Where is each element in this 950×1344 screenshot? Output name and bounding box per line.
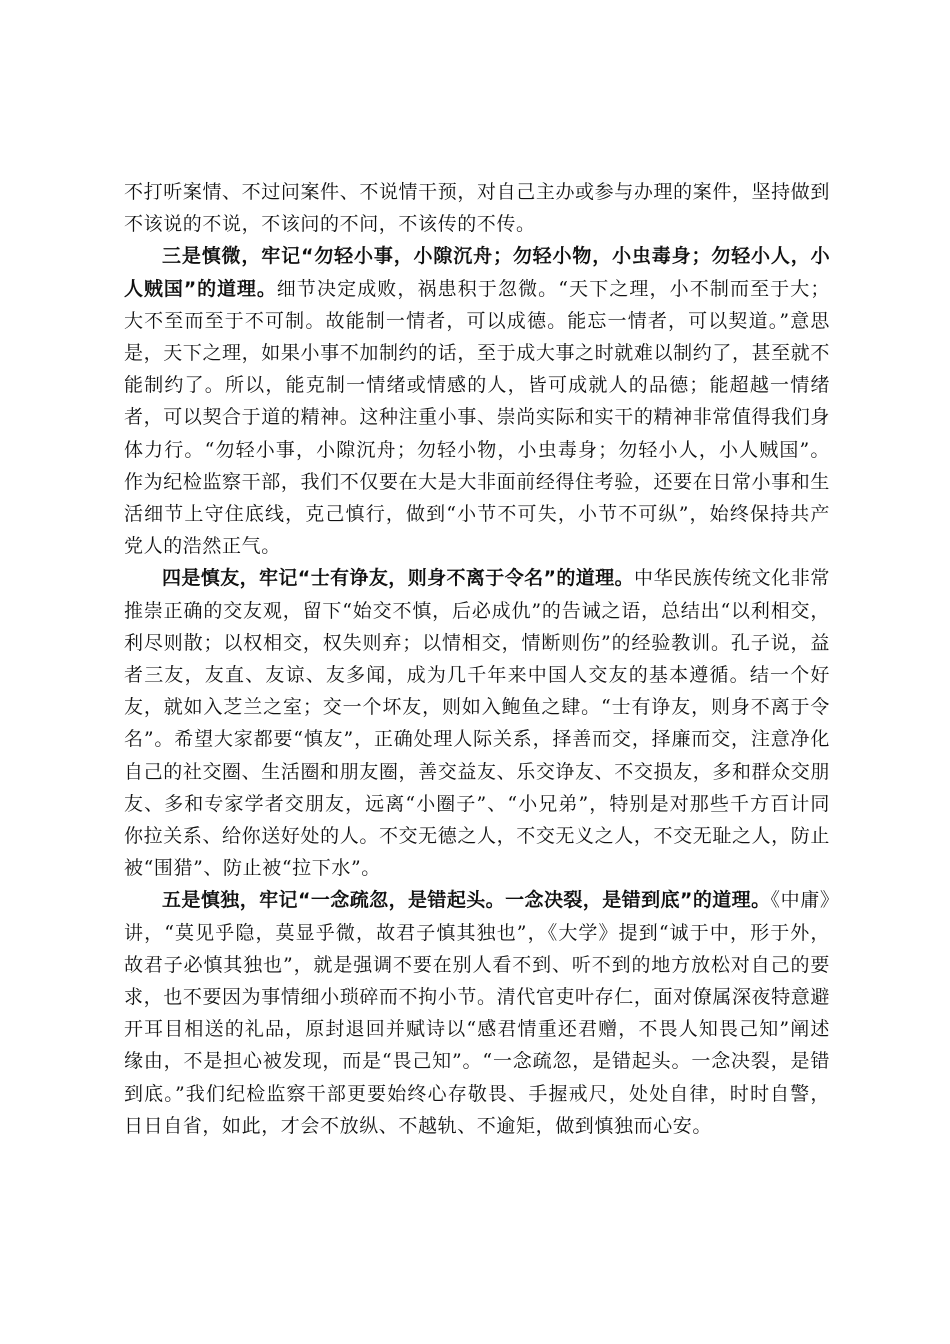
paragraph-shendu (124, 884, 830, 1142)
paragraph-lead-heading: 四是慎友，牢记“士有诤友，则身不离于令名”的道理。 (162, 567, 634, 590)
paragraph-lead-heading: 三是慎微，牢记“勿轻小事，小隙沉舟；勿轻小物，小虫毒身；勿轻小人，小人贼国”的道理。 (124, 245, 830, 300)
paragraph-shenwei (124, 240, 830, 562)
paragraph-shenyou (124, 562, 830, 884)
paragraph-body: 《中庸》讲，“莫见乎隐，莫显乎微，故君子慎其独也”，《大学》提到“诚于中，形于外，故君子必慎其独也”，就是强调不要在别人看不到、听不到的地方放松对自己的要求，也不要因为事情细小琐碎而不拘小节。清代官吏叶存仁，面对僚属深夜特意避开耳目相送的礼品，原封退回并赋诗以“感君情重还君赠，不畏人知畏己知”阐述缘由，不是担心被发现，而是“畏己知”。“一念疏忽，是错起头。一念决裂，是错到底。”我们纪检监察干部更要始终心存敬畏、手握戒尺，处处自律，时时自警，日日自省，如此，才会不放纵、不越轨、不逾矩，做到慎独而心安。 (124, 889, 831, 1137)
paragraph-continuation (124, 176, 830, 240)
paragraph-body: 中华民族传统文化非常推崇正确的交友观，留下“始交不慎，后必成仇”的告诫之语，总结出“以利相交，利尽则散；以权相交，权失则弃；以情相交，情断则伤”的经验教训。孔子说，益者三友，友直、友谅、友多闻，成为几千年来中国人交友的基本遵循。结一个好友，就如入芝兰之室；交一个坏友，则如入鲍鱼之肆。“士有诤友，则身不离于令名”。希望大家都要“慎友”，正确处理人际关系，择善而交，择廉而交，注意净化自己的社交圈、生活圈和朋友圈，善交益友、乐交诤友、不交损友，多和群众交朋友、多和专家学者交朋友，远离“小圈子”、“小兄弟”，特别是对那些千方百计同你拉关系、给你送好处的人。不交无德之人，不交无义之人，不交无耻之人，防止被“围猎”、防止被“拉下水”。 (124, 567, 830, 880)
paragraph-body: 细节决定成败，祸患积于忽微。“天下之理，小不制而至于大；大不至而至于不可制。故能制一情者，可以成德。能忘一情者，可以契道。”意思是，天下之理，如果小事不加制约的话，至于成大事之时就难以制约了，甚至就不能制约了。所以，能克制一情绪或情感的人，皆可成就人的品德；能超越一情绪者，可以契合于道的精神。这种注重小事、崇尚实际和实干的精神非常值得我们身体力行。“勿轻小事，小隙沉舟；勿轻小物，小虫毒身；勿轻小人，小人贼国”。作为纪检监察干部，我们不仅要在大是大非面前经得住考验，还要在日常小事和生活细节上守住底线，克己慎行，做到“小节不可失，小节不可纵”，始终保持共产党人的浩然正气。 (124, 277, 830, 558)
paragraph-body: 不打听案情、不过问案件、不说情干预，对自己主办或参与办理的案件，坚持做到不该说的不说，不该问的不问，不该传的不传。 (124, 181, 830, 236)
paragraph-lead-heading: 五是慎独，牢记“一念疏忽，是错起头。一念决裂，是错到底”的道理。 (162, 889, 771, 912)
document-body (124, 176, 830, 1142)
